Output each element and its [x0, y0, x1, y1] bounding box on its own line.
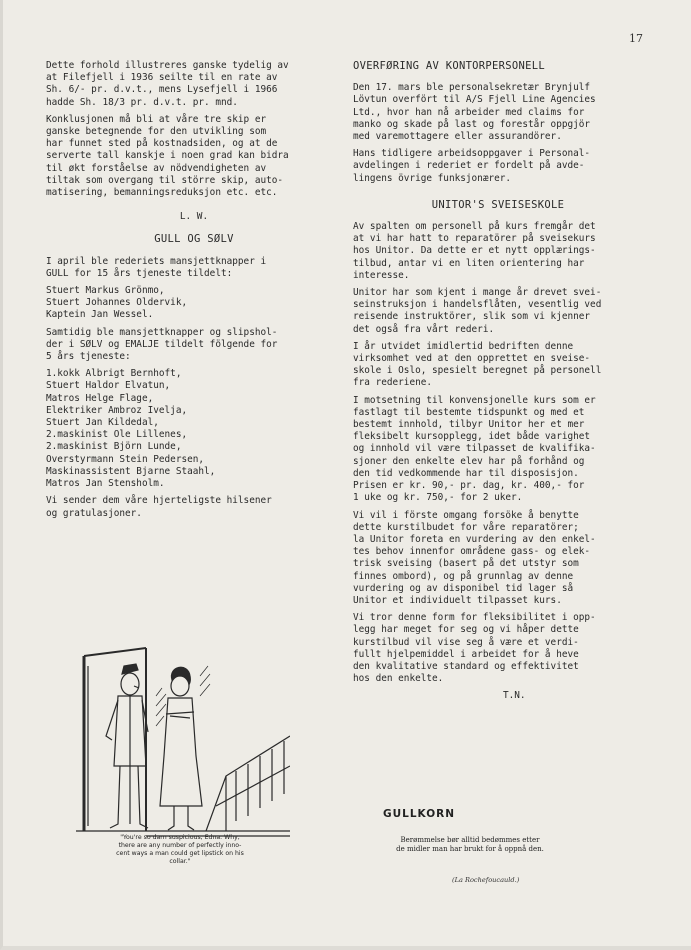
unitor-paragraph-2: Unitor har som kjent i mange år drevet svei- seinstruksjon i handelsflåten, vesentlig ved reisende instruktörer, slik som vi kjenner det også fra vårt rederi. [353, 287, 602, 335]
gull-og-solv-heading: GULL OG SØLV [154, 233, 234, 246]
transfer-heading: OVERFØRING AV KONTORPERSONELL [353, 60, 546, 72]
greetings-paragraph: Vi sender dem våre hjerteligste hilsener og gratulasjoner. [46, 495, 272, 519]
unitor-paragraph-5: Vi vil i förste omgang forsöke å benytte dette kurstilbudet for våre reparatörer; la Unitor foreta en vurdering av den enkel- tes behov innenfor områdene gass- og elek- trisk sveising (basert på det utstyr som finnes ombord), og på grunnlag av denne vurdering og av disponibel tid lager så Unitor et individuelt tilpasset kurs. [353, 509, 596, 606]
gull-recipients-list: Stuert Markus Grönmo, Stuert Johannes Oldervik, Kaptein Jan Wessel. [46, 285, 188, 321]
transfer-paragraph: Den 17. mars ble personalsekretær Brynjulf Lövtun overfört til A/S Fjell Line Agencies Ltd., hvor han nå arbeider med claims for manko og skade på last og forestår oppgjör med varemottagere eller assurandörer. [353, 82, 596, 143]
signature-tn: T.N. [503, 690, 526, 702]
unitor-heading: UNITOR'S SVEISESKOLE [431, 198, 565, 211]
transfer-paragraph-2: Hans tidligere arbeidsoppgaver i Personal- avdelingen i rederiet er fordelt på avde- lingens övrige funksjonærer. [353, 148, 591, 184]
solv-recipients-list: 1.kokk Albrigt Bernhoft, Stuert Haldor Elvatun, Matros Helge Flage, Elektriker Ambroz Ivelja, Stuert Jan Kildedal, 2.maskinist Ole Lillenes, 2.maskinist Björn Lunde, Overstyrmann Stein Pedersen, Maskinassistent Bjarne Staahl, Matros Jan Stensholm. [46, 368, 216, 490]
conclusion-paragraph: Konklusjonen må bli at våre tre skip er ganske betegnende for den utvikling som har funnet sted på kostnadsiden, og at de serverte tall kanskje i noen grad kan bidra til økt forståelse av nödvendigheten av tiltak som overgang til större skip, auto- matisering, bemanningsreduksjon etc. etc. [46, 113, 289, 199]
unitor-paragraph-4: I motsetning til konvensjonelle kurs som er fastlagt til bestemte tidspunkt og med et bestemt innhold, tilbyr Unitor her et mer fleksibelt kursopplegg, idet både varighet og innhold vil være tilpasset de kvalifika- sjoner den enkelte elev har på forhånd og den tid vedkommende har til disposisjon. Prisen er kr. 90,- pr. dag, kr. 400,- for 1 uke og kr. 750,- for 2 uker. [353, 394, 596, 504]
gull-intro-paragraph: I april ble rederiets mansjettknapper i GULL for 15 års tjeneste tildelt: [46, 255, 267, 279]
gullkorn-quote: Berømmelse bør alltid bedømmes etter de midler man har brukt for å oppnå den. [396, 836, 544, 853]
right-column [353, 60, 643, 713]
signature-lw: L. W. [179, 211, 209, 223]
unitor-paragraph-6: Vi tror denne form for fleksibilitet i opp- legg har meget for seg og vi håper dette kurstilbud vil vise seg å være et verdi- fullt hjelpemiddel i arbeidet for å heve den kvalitative standard og effektivitet hos den enkelte. [353, 612, 596, 685]
unitor-paragraph-1: Av spalten om personell på kurs fremgår det at vi har hatt to reparatörer på sveisekurs hos Unitor. Da dette er et nytt opplærings- tilbud, antar vi en liten orientering har interesse. [353, 221, 596, 281]
unitor-paragraph-3: I år utvidet imidlertid bedriften denne virksomhet ved at den opprettet en sveise- skole i Oslo, spesielt beregnet på personell fra rederiene. [353, 340, 602, 389]
intro-paragraph: Dette forhold illustreres ganske tydelig av at Filefjell i 1936 seilte til en rate av Sh. 6/- pr. d.v.t., mens Lysefjell i 1966 hadde Sh. 18/3 pr. d.v.t. pr. mnd. [46, 60, 289, 108]
gullkorn-attribution: (La Rochefoucauld.) [452, 876, 520, 884]
solv-intro-paragraph: Samtidig ble mansjettknapper og slipshol- der i SØLV og EMALJE tildelt fölgende for 5 års tjeneste: [46, 326, 278, 363]
gullkorn-heading: GULLKORN [383, 808, 455, 820]
left-column [46, 60, 342, 525]
cartoon-caption: "You're so darn suspicious, Edna. Why, there are any number of perfectly inno- cent ways a man could get lipstick on his collar." [116, 834, 244, 865]
page-number: 17 [629, 32, 643, 45]
